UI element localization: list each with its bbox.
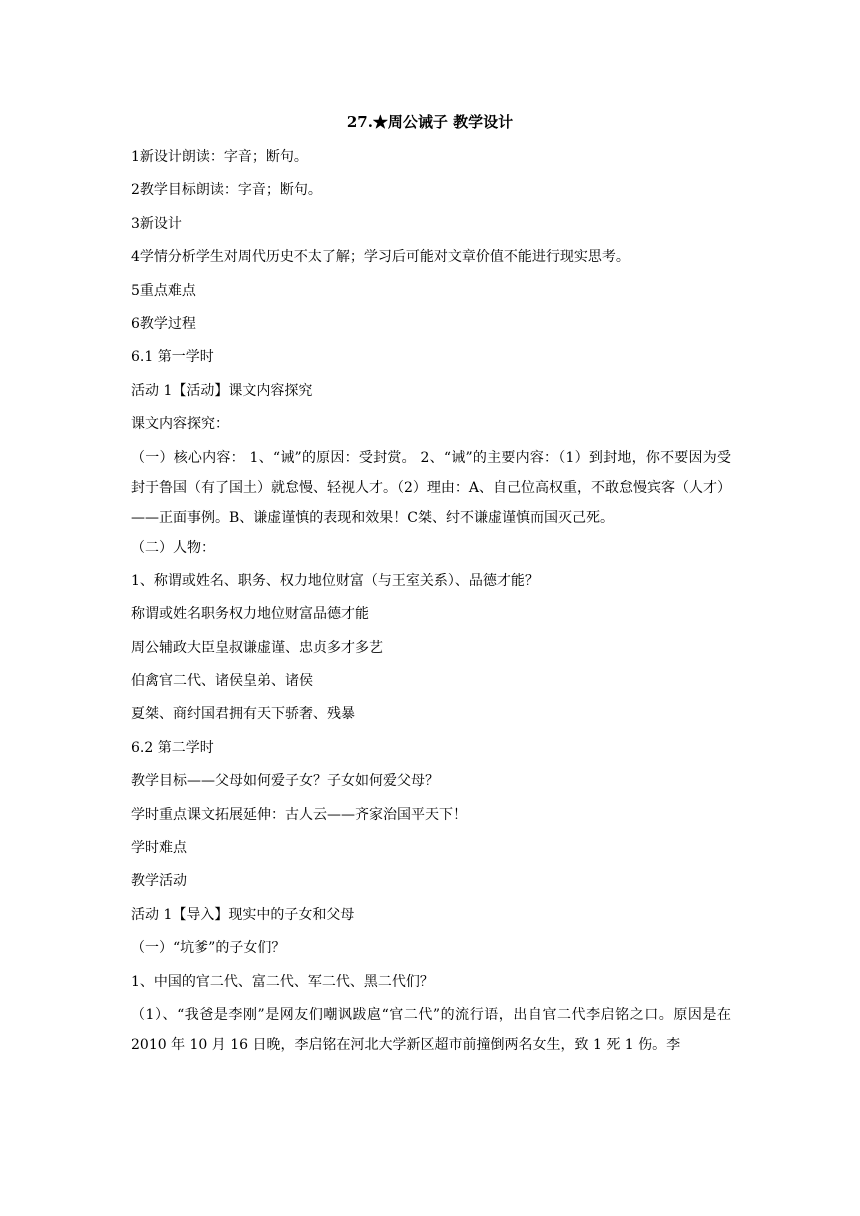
line-activity-1: 活动 1【活动】课文内容探究 <box>131 382 313 399</box>
line-lesson-2-heading: 6.2 第二学时 <box>131 739 214 756</box>
line-lesson-2-difficulty: 学时难点 <box>131 840 187 857</box>
document-title: 27.★周公诫子 教学设计 <box>346 113 514 131</box>
line-characters: （二）人物： <box>131 539 215 556</box>
line-teaching-process: 6教学过程 <box>131 315 196 332</box>
line-teaching-goal-reading: 2教学目标朗读：字音；断句。 <box>131 182 322 199</box>
line-row-zhougong: 周公辅政大臣皇叔谦虚谨、忠贞多才多艺 <box>131 639 383 656</box>
paragraph-li-gang: （1）、“我爸是李刚”是网友们嘲讽跋扈“官二代”的流行语，出自官二代李启铭之口。原因是在 2010 年 10 月 16 日晚，李启铭在河北大学新区超市前撞倒两名女生，致 1 死 1 伤。李 <box>131 1006 731 1053</box>
line-second-generations: 1、中国的官二代、富二代、军二代、黑二代们？ <box>131 973 434 990</box>
line-characters-question: 1、称谓或姓名、职务、权力地位财富（与王室关系）、品德才能？ <box>131 572 539 589</box>
line-new-design: 3新设计 <box>131 215 182 232</box>
line-key-difficulties: 5重点难点 <box>131 282 196 299</box>
line-text-exploration: 课文内容探究： <box>131 416 229 433</box>
line-new-design-reading: 1新设计朗读：字音；断句。 <box>131 149 308 165</box>
document-body <box>131 146 731 1064</box>
line-row-jie-zhou: 夏桀、商纣国君拥有天下骄奢、残暴 <box>131 706 355 723</box>
paragraph-core-content: （一）核心内容： 1、“诫”的原因：受封赏。 2、“诫”的主要内容：（1）到封地，你不要因为受封于鲁国（有了国土）就怠慢、轻视人才。（2）理由：A、自己位高权重，不敢怠慢宾客（人才）——正面事例。B、谦虚谨慎的表现和效果！C桀、纣不谦虚谨慎而国灭己死。 <box>131 449 732 526</box>
line-row-boqin: 伯禽官二代、诸侯皇弟、诸侯 <box>131 673 313 690</box>
line-table-header: 称谓或姓名职务权力地位财富品德才能 <box>131 606 369 623</box>
line-activity-1-intro: 活动 1【导入】现实中的子女和父母 <box>131 906 355 923</box>
line-teaching-activities: 教学活动 <box>131 873 187 890</box>
line-learner-analysis: 4学情分析学生对周代历史不太了解；学习后可能对文章价值不能进行现实思考。 <box>131 249 630 266</box>
line-lesson-1-heading: 6.1 第一学时 <box>131 349 214 366</box>
line-lesson-2-focus: 学时重点课文拓展延伸：古人云——齐家治国平天下！ <box>131 806 467 823</box>
line-keng-die-children: （一）“坑爹”的子女们？ <box>131 940 286 957</box>
line-lesson-2-goal: 教学目标——父母如何爱子女？子女如何爱父母？ <box>131 773 439 790</box>
